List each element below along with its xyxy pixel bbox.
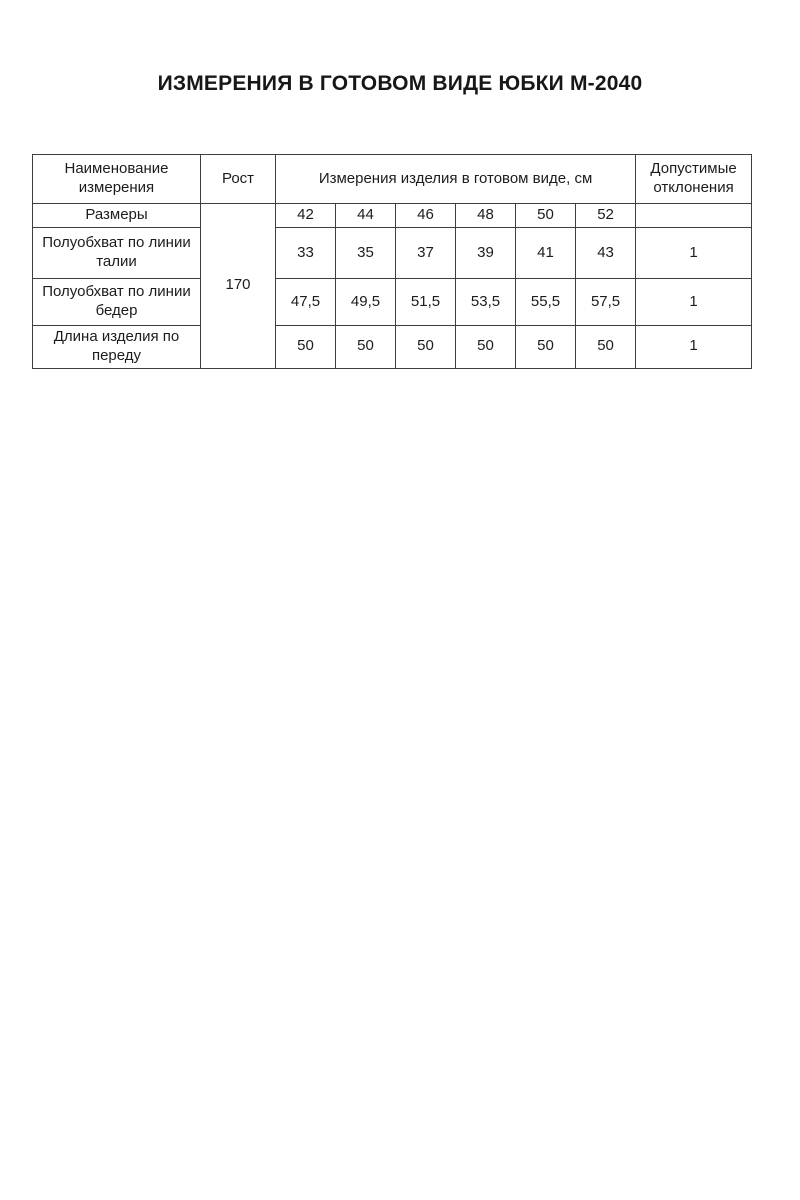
value-cell: 50 [456,326,516,369]
header-measurement-name: Наименование измерения [33,155,201,204]
value-cell: 41 [516,228,576,279]
value-cell: 35 [336,228,396,279]
value-cell: 47,5 [276,279,336,326]
tolerance-cell: 1 [636,228,752,279]
value-cell: 55,5 [516,279,576,326]
tolerance-cell: 1 [636,279,752,326]
size-cell: 44 [336,204,396,228]
size-cell: 50 [516,204,576,228]
value-cell: 57,5 [576,279,636,326]
row-label: Длина изделия по переду [33,326,201,369]
value-cell: 51,5 [396,279,456,326]
row-label: Полуобхват по линии бедер [33,279,201,326]
header-height: Рост [201,155,276,204]
header-tolerance: Допустимые отклонения [636,155,752,204]
value-cell: 50 [336,326,396,369]
value-cell: 50 [396,326,456,369]
row-label: Полуобхват по линии талии [33,228,201,279]
value-cell: 50 [276,326,336,369]
tolerance-empty-cell [636,204,752,228]
size-cell: 46 [396,204,456,228]
value-cell: 39 [456,228,516,279]
sizes-row [33,204,752,228]
table-row [33,326,752,369]
size-cell: 42 [276,204,336,228]
value-cell: 49,5 [336,279,396,326]
value-cell: 43 [576,228,636,279]
table-row [33,279,752,326]
height-value-cell: 170 [201,204,276,369]
sizes-row-label: Размеры [33,204,201,228]
value-cell: 33 [276,228,336,279]
tolerance-cell: 1 [636,326,752,369]
size-cell: 52 [576,204,636,228]
header-measurements-group: Измерения изделия в готовом виде, см [276,155,636,204]
size-cell: 48 [456,204,516,228]
table-row [33,228,752,279]
size-measurement-table [32,154,752,369]
value-cell: 50 [576,326,636,369]
table-header-row [33,155,752,204]
value-cell: 53,5 [456,279,516,326]
page-title: ИЗМЕРЕНИЯ В ГОТОВОМ ВИДЕ ЮБКИ М-2040 [157,72,643,95]
value-cell: 37 [396,228,456,279]
value-cell: 50 [516,326,576,369]
